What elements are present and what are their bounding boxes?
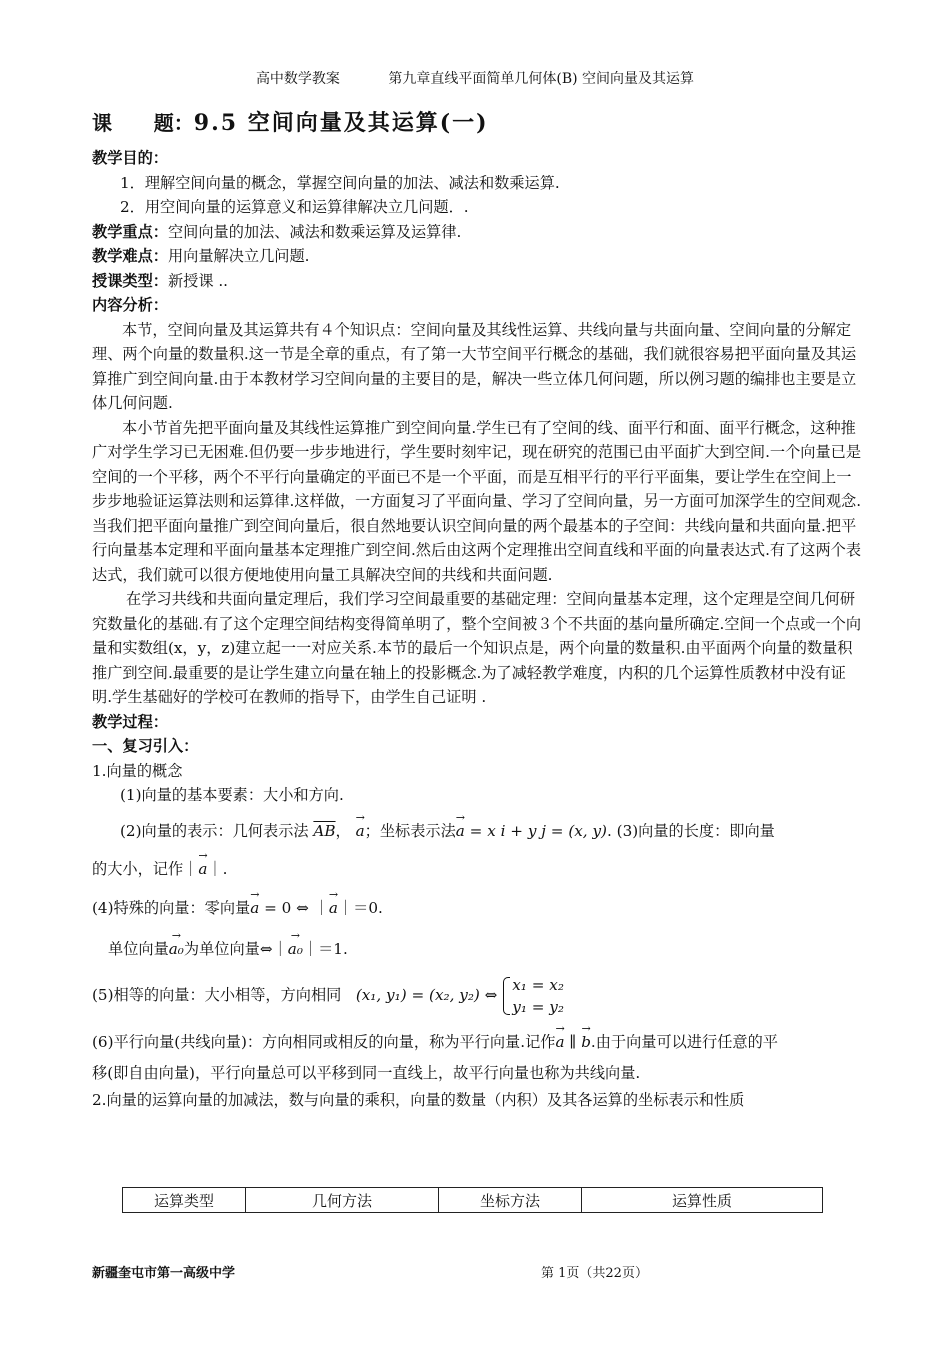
vector-b: → b	[581, 1026, 591, 1058]
table-header-cell: 运算性质	[582, 1188, 823, 1213]
item-vector-operations: 2.向量的运算向量的加减法，数与向量的乘积，向量的数量（内积）及其各运算的坐标表示和性质	[92, 1090, 745, 1109]
vector-elements: (1)向量的基本要素：大小和方向.	[120, 786, 344, 804]
vector-a: → a	[456, 816, 465, 846]
parallel-vectors	[92, 1026, 862, 1058]
special-text: (4)特殊的向量：零向量	[92, 898, 251, 917]
analysis-paragraph: 当我们把平面向量推广到空间向量后，很自然地要认识空间向量的两个最基本的子空间：共线向量和共面向量.把平行向量基本定理和平面向量基本定理推广到空间.然后由这两个定理推出空间直线和平面的向量表达式.有了这两个表达式，我们就可以很方便地使用向量工具解决空间的共线和共面问题.	[92, 516, 862, 584]
class-type-text: 新授课 ..	[167, 271, 228, 290]
table-header-row	[123, 1188, 823, 1213]
footer-page-number: 第 1页（共22页）	[541, 1266, 648, 1281]
length-text: 的大小，记作｜	[92, 859, 199, 878]
equation-y: y₁ = y₂	[512, 997, 564, 1016]
title-text: 9.5 空间向量及其运算(一)	[193, 110, 489, 136]
table-header-cell: 运算类型	[123, 1188, 246, 1213]
content-body	[92, 146, 862, 1112]
vector-a: → a	[329, 892, 338, 924]
equal-formula: (x₁, y₁) = (x₂, y₂) ⇔	[355, 985, 498, 1004]
repr-comma: ，	[335, 821, 351, 840]
unit-text: 单位向量	[108, 939, 169, 958]
analysis-paragraph: 本小节首先把平面向量及其线性运算推广到空间向量.学生已有了空间的线、面平行和面、面平行概念，这种推广对学生学习已无困难.但仍要一步步地进行，学生要时刻牢记，现在研究的范围已由平面扩大到空间.一个向量已是空间的一个平移，两个不平行向量确定的平面已不是一个平面，而是互相平行的平行平面集，要让学生在空间上一步步地验证运算法则和运算律.这样做，一方面复习了平面向量、学习了空间向量，另一方面可加深学生的空间观念.	[92, 418, 862, 510]
header-left: 高中数学教案	[255, 71, 340, 87]
repr-tail: . (3)向量的长度：即向量	[606, 821, 775, 840]
vector-a: → a	[356, 816, 365, 846]
special-vectors	[92, 892, 862, 924]
unit-vector	[92, 932, 862, 966]
lesson-title	[92, 106, 489, 137]
analysis-paragraph: 在学习共线和共面向量定理后，我们学习空间最重要的基础定理：空间向量基本定理，这个定理是空间几何研究数量化的基础.有了这个定理空间结构变得简单明了，整个空间被３个不共面的基向量所确定.空间一个点或一个向量和实数组(x，y，z)建立起一一对应关系.本节的最后一个知识点是，两个向量的数量积.由平面两个向量的数量积推广到空间.最重要的是让学生建立向量在轴上的投影概念.为了减轻教学难度，内积的几个运算性质教材中没有证明.学生基础好的学校可在教师的指导下，由学生自己证明 .	[92, 590, 862, 706]
repr-coord-text: ；坐标表示法	[364, 821, 456, 840]
header-right: 第九章直线平面简单几何体(B) 空间向量及其运算	[388, 71, 695, 87]
parallel-symbol: ∥	[564, 1032, 582, 1051]
table-header-cell: 坐标方法	[439, 1188, 582, 1213]
unit-end: ｜＝1.	[302, 939, 348, 958]
vector-a: → a	[555, 1026, 564, 1058]
objectives-heading: 教学目的：	[92, 149, 168, 167]
section-review: 一、复习引入：	[92, 737, 199, 755]
vector-a0: → a₀	[169, 932, 184, 966]
key-points-label: 教学重点：	[92, 222, 168, 241]
unit-mid: 为单位向量⇔｜	[183, 939, 288, 958]
objective-item-2: 2．用空间向量的运算意义和运算律解决立几问题．.	[120, 198, 469, 216]
length-end: ｜.	[207, 859, 228, 878]
vector-representation	[92, 816, 862, 846]
equation-system	[502, 974, 564, 1018]
coord-formula: = x i + y j = (x, y)	[464, 821, 607, 840]
vector-a: → a	[250, 892, 259, 924]
operations-table	[122, 1187, 823, 1213]
analysis-heading: 内容分析：	[92, 296, 168, 314]
page-header	[0, 68, 950, 88]
vector-a0: → a₀	[288, 932, 303, 966]
footer-school: 新疆奎屯市第一高级中学	[92, 1266, 236, 1281]
table-header-cell: 几何方法	[246, 1188, 439, 1213]
parallel-text: (6)平行向量(共线向量)：方向相同或相反的向量，称为平行向量.记作	[92, 1032, 556, 1051]
repr-text: (2)向量的表示：几何表示法	[120, 821, 309, 840]
class-type-label: 授课类型：	[92, 271, 168, 290]
vector-ab: $\overline{AB}$	[313, 821, 336, 840]
objective-item-1: 1．理解空间向量的概念，掌握空间向量的加法、减法和数乘运算.	[120, 173, 560, 192]
equation-x: x₁ = x₂	[512, 975, 564, 994]
difficulties-text: 用向量解决立几问题.	[167, 247, 310, 265]
parallel-vectors-cont: 移(即自由向量)，平行向量总可以平移到同一直线上，故平行向量也称为共线向量.	[92, 1063, 641, 1082]
key-points-text: 空间向量的加法、减法和数乘运算及运算律.	[167, 222, 462, 241]
class-type	[92, 269, 862, 294]
vector-length	[92, 854, 862, 884]
equal-vectors	[92, 974, 862, 1018]
equal-text: (5)相等的向量：大小相等，方向相同	[92, 985, 342, 1004]
parallel-tail: .由于向量可以进行任意的平	[590, 1032, 778, 1051]
key-points	[92, 220, 862, 245]
process-heading: 教学过程：	[92, 712, 168, 731]
item-vector-concept: 1.向量的概念	[92, 761, 183, 780]
difficulties	[92, 244, 862, 269]
vector-a: → a	[198, 854, 207, 884]
zero-vector-formula: = 0 ⇔ ｜	[259, 898, 329, 917]
analysis-paragraph: 本节，空间向量及其运算共有４个知识点：空间向量及其线性运算、共线向量与共面向量、空间向量的分解定理、两个向量的数量积.这一节是全章的重点，有了第一大节空间平行概念的基础，我们就很容易把平面向量及其运算推广到空间向量.由于本教材学习空间向量的主要目的是，解决一些立体几何问题，所以例习题的编排也主要是立体几何问题.	[92, 320, 857, 412]
difficulties-label: 教学难点：	[92, 247, 168, 265]
title-label: 课 题：	[92, 111, 194, 135]
special-end: ｜＝0.	[337, 898, 383, 917]
